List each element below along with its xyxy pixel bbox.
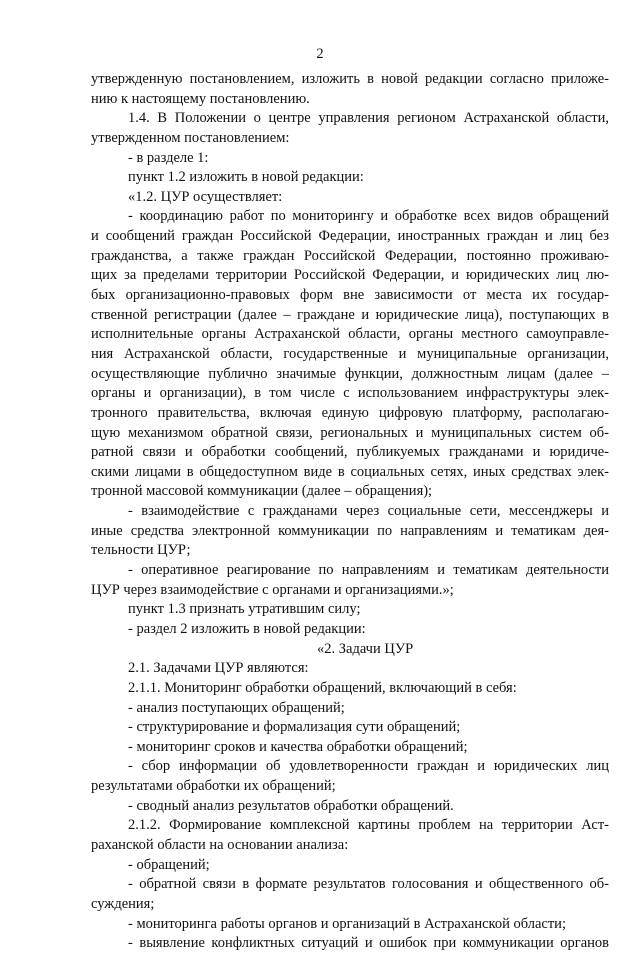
text-line: - взаимодействие с гражданами через социальные сети, мессенджеры и bbox=[128, 503, 609, 520]
text-line: тронного правительства, включая единую цифровую платформу, располагаю- bbox=[91, 404, 609, 421]
text-line: «2. Задачи ЦУР bbox=[317, 640, 414, 657]
text-line: - обращений; bbox=[128, 856, 210, 873]
text-line: 2.1. Задачами ЦУР являются: bbox=[128, 660, 309, 677]
text-line: пункт 1.3 признать утратившим силу; bbox=[128, 601, 361, 618]
text-line: скими лицами в общедоступном виде в социальных сетях, иных средствах элек- bbox=[91, 463, 609, 480]
text-line: органы и организации), в том числе с использованием инфраструктуры элек- bbox=[91, 385, 609, 402]
text-line: осуществляющие публично значимые функции, должностным лицам (далее – bbox=[91, 365, 609, 382]
text-line: - структурирование и формализация сути обращений; bbox=[128, 719, 461, 736]
text-line: утвержденном постановлением: bbox=[91, 129, 290, 146]
text-line: щую механизмом обратной связи, региональных и муниципальных систем об- bbox=[91, 424, 609, 441]
text-line: - оперативное реагирование по направлениям и тематикам деятельности bbox=[128, 562, 609, 579]
text-line: пункт 1.2 изложить в новой редакции: bbox=[128, 169, 364, 186]
text-line: ния Астраханской области, государственные и муниципальные организации, bbox=[91, 345, 609, 362]
text-line: - анализ поступающих обращений; bbox=[128, 699, 345, 716]
text-line: «1.2. ЦУР осуществляет: bbox=[128, 188, 283, 205]
text-line: иные средства электронной коммуникации по направлениям и тематикам дея- bbox=[91, 522, 609, 539]
text-line: результатами обработки их обращений; bbox=[91, 778, 336, 795]
text-line: - сбор информации об удовлетворенности граждан и юридических лиц bbox=[128, 758, 609, 775]
text-line: ственной регистрации (далее – граждане и юридические лица), поступающих в bbox=[91, 306, 609, 323]
text-line: ЦУР через взаимодействие с органами и организациями.»; bbox=[91, 581, 454, 598]
text-line: бых организационно-правовых форм вне зависимости от места их государ- bbox=[91, 287, 609, 304]
text-line: нию к настоящему постановлению. bbox=[91, 90, 310, 107]
text-line: раханской области на основании анализа: bbox=[91, 836, 349, 853]
text-line: щих за пределами территории Российской Федерации, и юридических лиц лю- bbox=[91, 267, 609, 284]
text-line: 1.4. В Положении о центре управления регионом Астраханской области, bbox=[128, 110, 609, 127]
text-line: ратной связи и обработки сообщений, публикуемых гражданами и юридиче- bbox=[91, 444, 609, 461]
text-line: - обратной связи в формате результатов голосования и общественного об- bbox=[128, 876, 609, 893]
text-line: - координацию работ по мониторингу и обработке всех видов обращений bbox=[128, 208, 609, 225]
text-line: - мониторинга работы органов и организаций в Астраханской области; bbox=[128, 915, 566, 932]
text-line: - в разделе 1: bbox=[128, 149, 209, 166]
text-line: - сводный анализ результатов обработки обращений. bbox=[128, 797, 454, 814]
text-line: и сообщений граждан Российской Федерации, иностранных граждан и лиц без bbox=[91, 228, 609, 245]
text-line: тронной массовой коммуникации (далее – обращения); bbox=[91, 483, 433, 500]
text-line: 2.1.1. Мониторинг обработки обращений, включающий в себя: bbox=[128, 679, 517, 696]
text-line: - мониторинг сроков и качества обработки обращений; bbox=[128, 738, 468, 755]
text-line: - раздел 2 изложить в новой редакции: bbox=[128, 620, 366, 637]
text-line: 2.1.2. Формирование комплексной картины проблем на территории Аст- bbox=[128, 817, 609, 834]
text-line: гражданства, а также граждан Российской Федерации, постоянно проживаю- bbox=[91, 247, 609, 264]
text-line: утвержденную постановлением, изложить в новой редакции согласно приложе- bbox=[91, 71, 609, 87]
text-line: суждения; bbox=[91, 895, 155, 912]
text-line: тельности ЦУР; bbox=[91, 542, 191, 559]
document-body bbox=[91, 70, 609, 954]
text-line: - выявление конфликтных ситуаций и ошибок при коммуникации органов bbox=[128, 935, 609, 952]
text-line: исполнительные органы Астраханской области, органы местного самоуправле- bbox=[91, 326, 609, 343]
page-number: 2 bbox=[316, 46, 324, 62]
